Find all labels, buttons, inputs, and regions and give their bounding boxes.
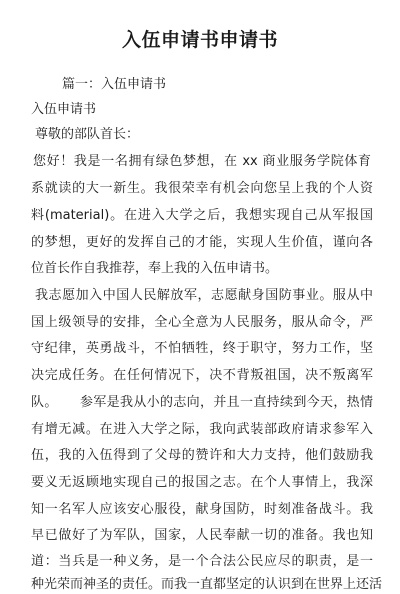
body-line: 守纪律，英勇战斗，不怕牺牲，终于职守，努力工作，坚 (31, 341, 373, 356)
body-line: 您好！我是一名拥有绿色梦想，在 xx 商业服务学院体育 (33, 154, 371, 169)
body-line: 要义无返顾地实现自己的报国之志。在个人事情上，我深 (31, 475, 373, 490)
body-line: 我志愿加入中国人民解放军，志愿献身国防事业。服从中 (35, 288, 373, 303)
document-label: 入伍申请书 (31, 102, 97, 117)
body-line: 有增无减。在进入大学之际，我向武装部政府请求参军入 (31, 422, 373, 437)
document-title: 入伍申请书申请书 (121, 29, 278, 51)
body-line: 早已做好了为军队，国家，人民奉献一切的准备。我也知 (31, 528, 373, 543)
body-line: 系就读的大一新生。我很荣幸有机会向您呈上我的个人资 (31, 181, 373, 196)
body-line: 决完成任务。在任何情况下，决不背叛祖国，决不叛离军 (31, 368, 373, 383)
body-line-partial: 种光荣而神圣的责任。而我一直都坚定的认识到在世界上还活 (31, 577, 383, 592)
body-line: 知一名军人应该安心服役，献身国防，时刻准备战斗。我 (31, 502, 373, 517)
salutation: 尊敬的部队首长： (35, 127, 140, 142)
document-subtitle: 篇一：入伍申请书 (62, 77, 167, 92)
body-line: 道：当兵是一种义务，是一个合法公民应尽的职责，是一 (31, 554, 373, 569)
body-line: 队。 参军是我从小的志向，并且一直持续到今天，热情 (31, 395, 373, 410)
body-line: 国上级领导的安排，全心全意为人民服务，服从命令，严 (31, 315, 373, 330)
body-line: 伍，我的入伍得到了父母的赞许和大力支持，他们鼓励我 (31, 448, 373, 463)
body-line: 料(material)。在进入大学之后，我想实现自己从军报国 (31, 208, 373, 223)
body-line: 位首长作自我推荐，奉上我的入伍申请书。 (31, 261, 279, 276)
body-line: 的梦想，更好的发挥自己的才能，实现人生价值，谨向各 (31, 235, 373, 250)
